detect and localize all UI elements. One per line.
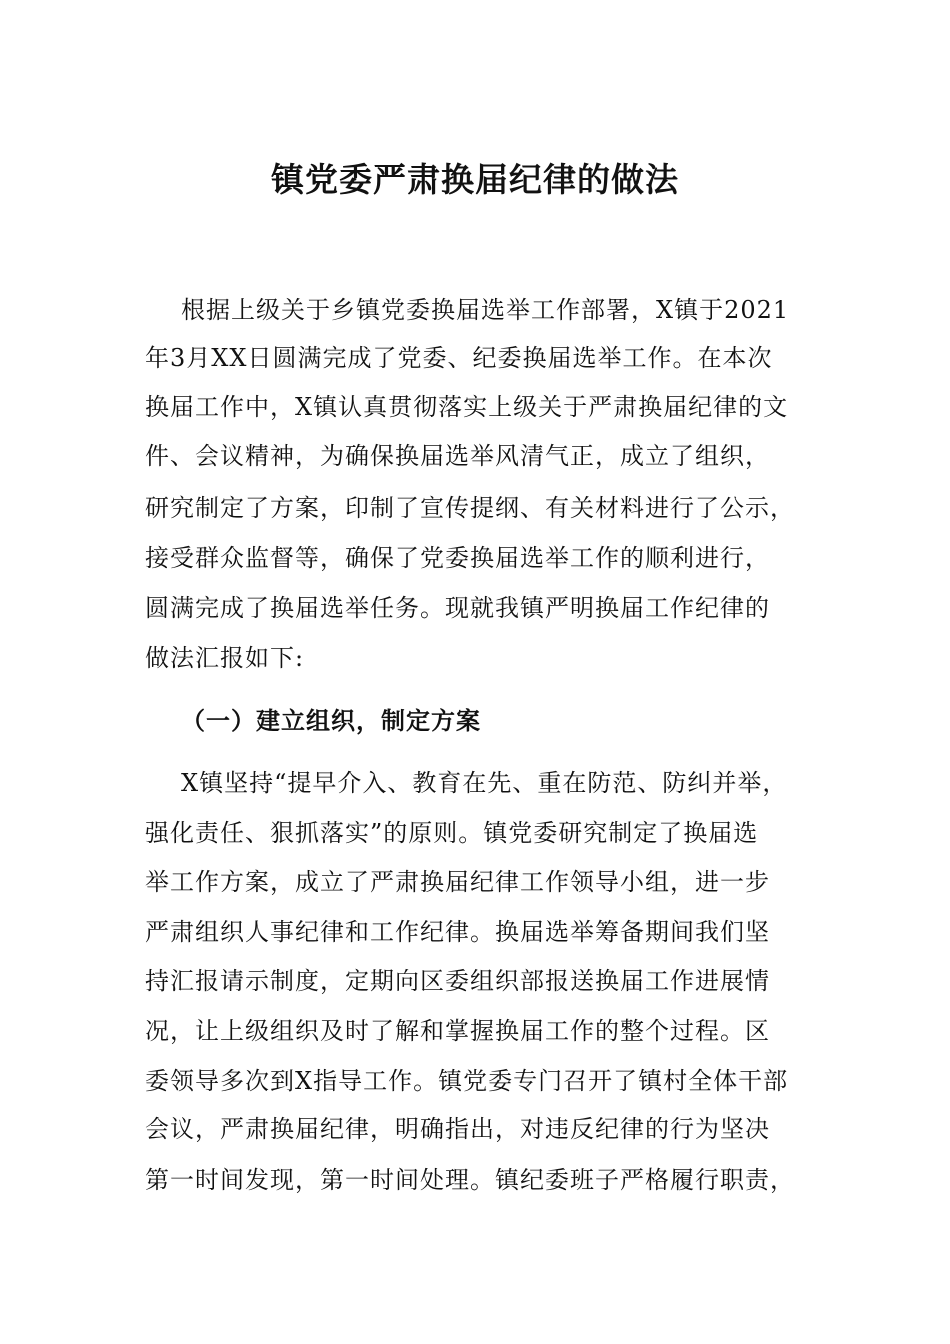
paragraph-line: 圆满完成了换届选举任务。现就我镇严明换届工作纪律的 [145, 594, 770, 622]
paragraph-line: 严肃组织人事纪律和工作纪律。换届选举筹备期间我们坚 [145, 918, 770, 946]
paragraph-line: 况，让上级组织及时了解和掌握换届工作的整个过程。区 [145, 1017, 770, 1045]
paragraph-line: 委领导多次到X指导工作。镇党委专门召开了镇村全体干部 [145, 1067, 789, 1095]
paragraph-line: 持汇报请示制度，定期向区委组织部报送换届工作进展情 [145, 967, 770, 995]
paragraph-line: X镇坚持“提早介入、教育在先、重在防范、防纠并举， [181, 769, 788, 797]
paragraph-line: 举工作方案，成立了严肃换届纪律工作领导小组，进一步 [145, 868, 770, 896]
document-title: 镇党委严肃换届纪律的做法 [271, 160, 679, 199]
paragraph-line: 换届工作中，X镇认真贯彻落实上级关于严肃换届纪律的文 [145, 393, 789, 421]
paragraph-line: 研究制定了方案，印制了宣传提纲、有关材料进行了公示， [145, 494, 795, 522]
paragraph-line: 根据上级关于乡镇党委换届选举工作部署，X镇于2021 [181, 296, 790, 324]
paragraph-line: 强化责任、狠抓落实”的原则。镇党委研究制定了换届选 [145, 819, 759, 847]
paragraph-line: 第一时间发现，第一时间处理。镇纪委班子严格履行职责， [145, 1166, 795, 1194]
paragraph-line: 接受群众监督等，确保了党委换届选举工作的顺利进行， [145, 544, 770, 572]
section-heading: （一）建立组织，制定方案 [181, 706, 481, 735]
paragraph-line: 会议，严肃换届纪律，明确指出，对违反纪律的行为坚决 [145, 1115, 770, 1143]
paragraph-line: 做法汇报如下: [145, 644, 305, 672]
paragraph-line: 年3月XX日圆满完成了党委、纪委换届选举工作。在本次 [145, 344, 773, 372]
paragraph-line: 件、会议精神，为确保换届选举风清气正，成立了组织， [145, 442, 770, 470]
